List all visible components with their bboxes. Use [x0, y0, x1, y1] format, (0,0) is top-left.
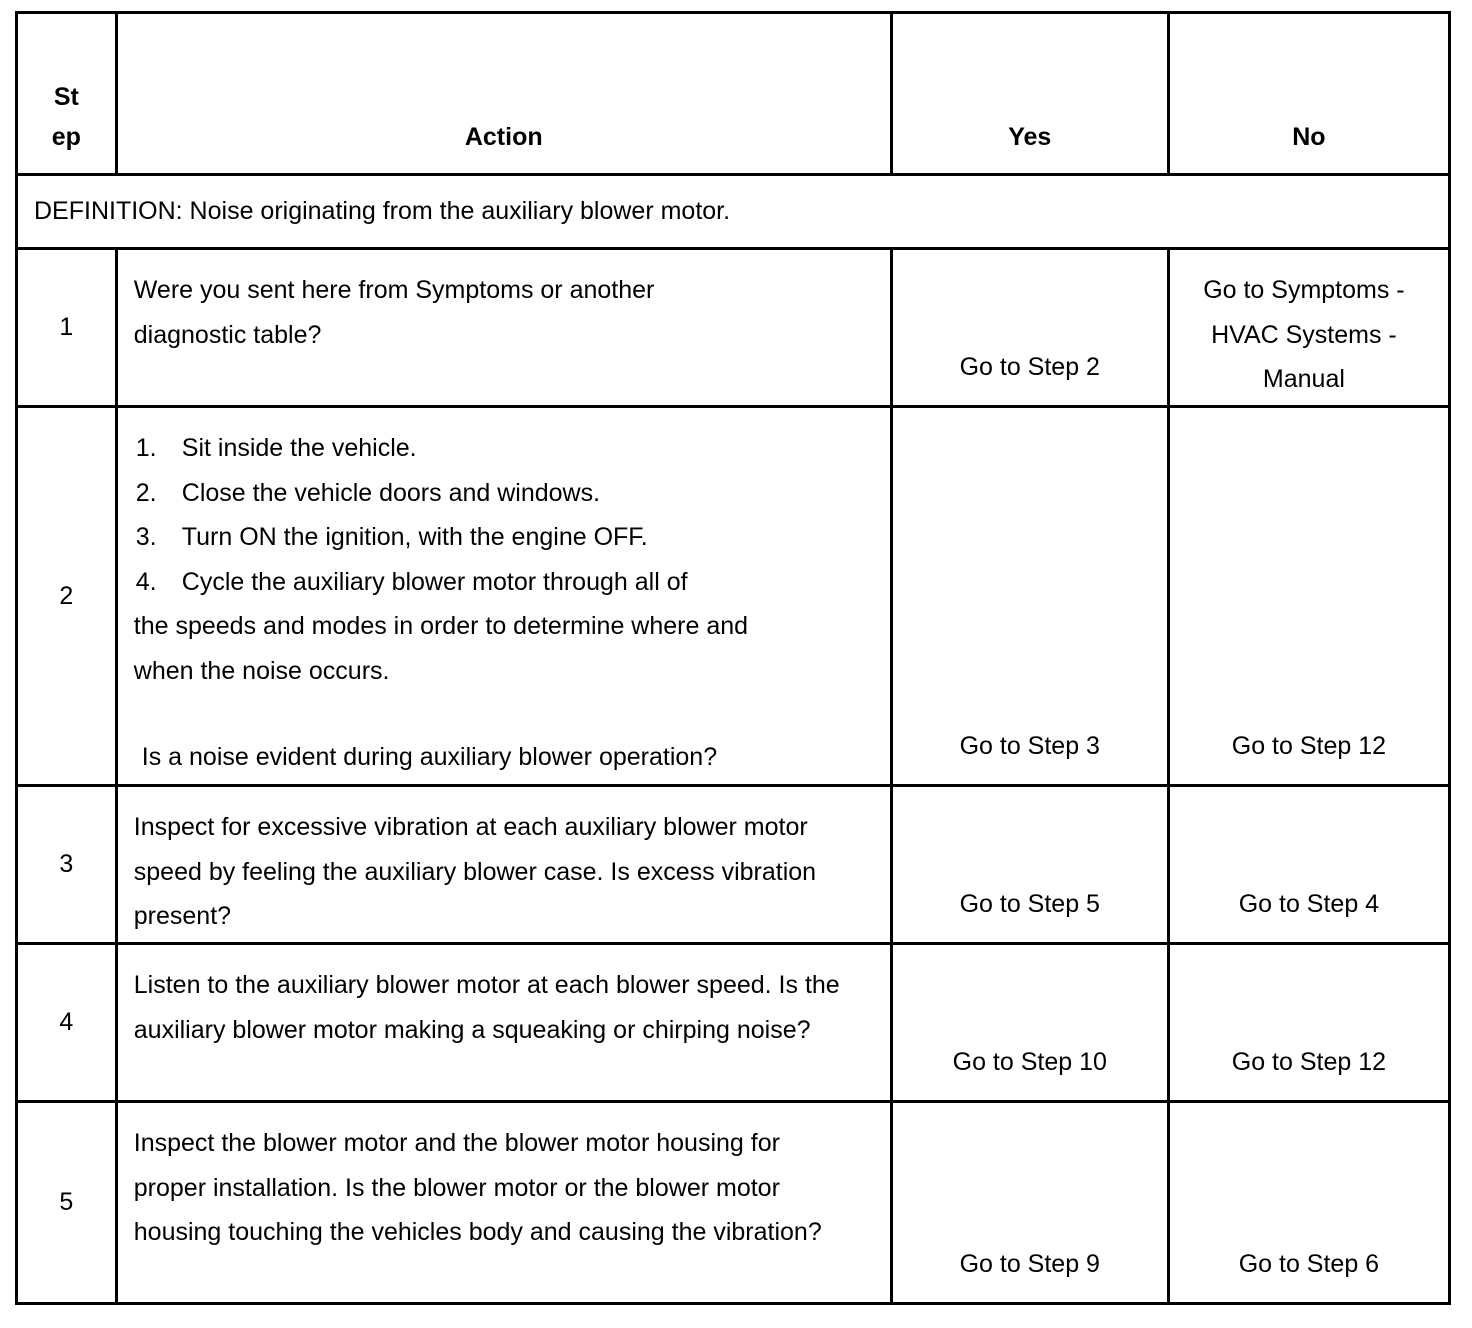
table-row: [17, 1102, 1450, 1304]
header-action: Action: [116, 13, 891, 175]
yes-result: Go to Step 10: [891, 944, 1168, 1102]
definition-row: [17, 175, 1450, 249]
list-continuation: the speeds and modes in order to determine where and when the noise occurs.: [133, 612, 749, 685]
list-item: 4. Cycle the auxiliary blower motor through all of: [135, 567, 688, 596]
table-row: [17, 407, 1450, 786]
no-result: Go to Symptoms - HVAC Systems - Manual: [1168, 249, 1449, 407]
no-result: Go to Step 12: [1168, 407, 1449, 786]
diagnostic-table: [15, 11, 1451, 1305]
header-step: St ep: [17, 13, 117, 175]
list-item: 1. Sit inside the vehicle.: [135, 434, 417, 462]
yes-result: Go to Step 9: [891, 1102, 1168, 1304]
question-text: Is a noise evident during auxiliary blower operation?: [141, 743, 718, 771]
yes-result: Go to Step 5: [891, 786, 1168, 944]
table-row: [17, 786, 1450, 944]
table-row: [17, 944, 1450, 1102]
action-text: Were you sent here from Symptoms or another diagnostic table?: [116, 249, 891, 407]
step-number: 1: [17, 249, 117, 407]
list-item: 2. Close the vehicle doors and windows.: [135, 478, 601, 507]
no-result: Go to Step 12: [1168, 944, 1449, 1102]
procedure-list: [134, 426, 874, 604]
list-item: 3. Turn ON the ignition, with the engine OFF.: [135, 523, 648, 551]
no-result: Go to Step 4: [1168, 786, 1449, 944]
header-yes: Yes: [891, 13, 1168, 175]
action-cell: [116, 407, 891, 786]
no-result: Go to Step 6: [1168, 1102, 1449, 1304]
action-text: Inspect for excessive vibration at each auxiliary blower motor speed by feeling the auxiliary blower case. Is excess vibration present?: [116, 786, 891, 944]
yes-result: Go to Step 2: [891, 249, 1168, 407]
step-number: 3: [17, 786, 117, 944]
yes-result: Go to Step 3: [891, 407, 1168, 786]
action-text: Inspect the blower motor and the blower motor housing for proper installation. Is the blower motor or the blower motor housing touching the vehicles body and causing the vibration?: [116, 1102, 891, 1304]
table-row: [17, 249, 1450, 407]
step-number: 2: [17, 407, 117, 786]
header-row: [17, 13, 1450, 175]
action-text: Listen to the auxiliary blower motor at each blower speed. Is the auxiliary blower motor making a squeaking or chirping noise?: [116, 944, 891, 1102]
step-number: 4: [17, 944, 117, 1102]
definition-text: DEFINITION: Noise originating from the auxiliary blower motor.: [17, 175, 1450, 249]
step-number: 5: [17, 1102, 117, 1304]
header-no: No: [1168, 13, 1449, 175]
